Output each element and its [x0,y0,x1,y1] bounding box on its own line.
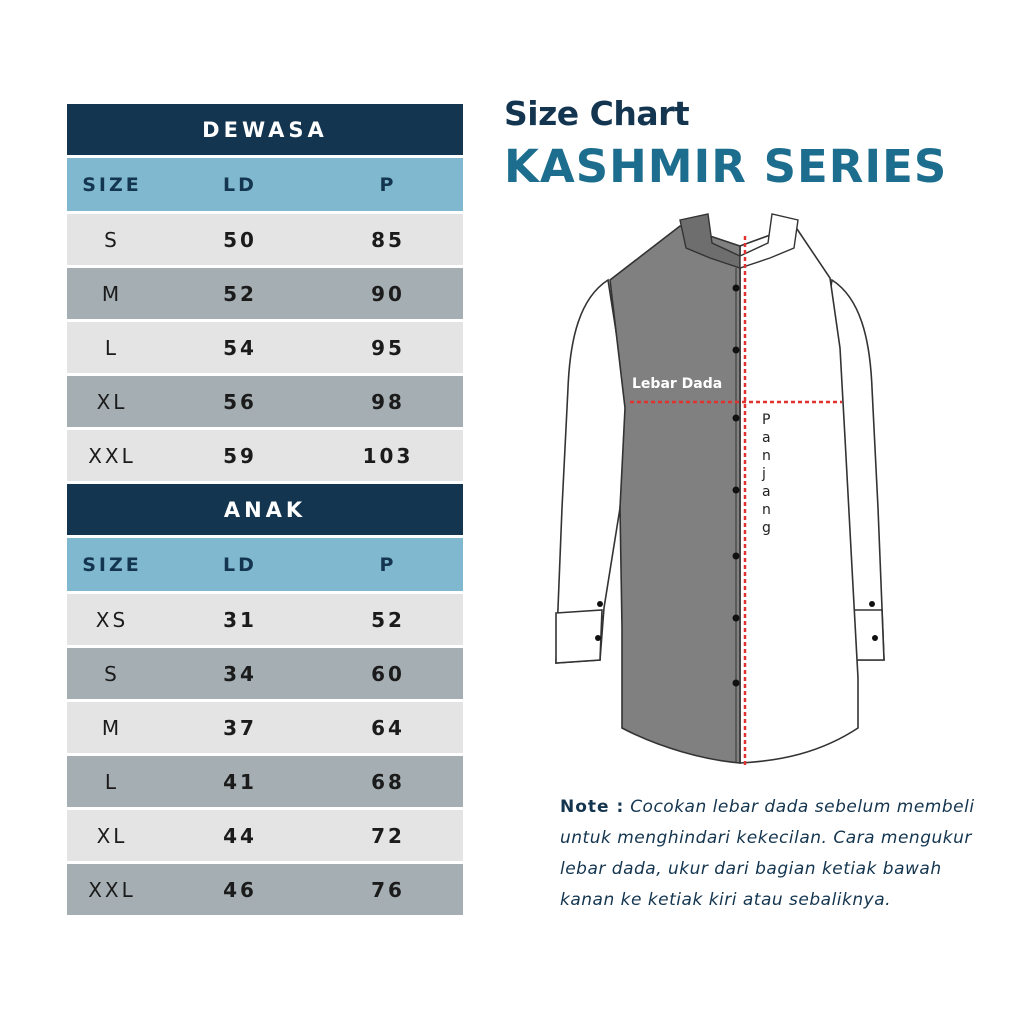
note-label: Note : [560,797,625,817]
ld-cell: 46 [223,877,257,902]
table-row [67,864,463,915]
left-cuff [556,610,602,663]
table-row [67,594,463,645]
ld-cell: 41 [223,769,257,794]
anak-header-row [67,538,463,591]
ld-cell: 34 [223,661,257,686]
ld-cell: 52 [223,281,257,306]
p-cell: 90 [371,281,405,306]
table-row [67,702,463,753]
table-row [67,430,463,481]
p-cell: 72 [371,823,405,848]
body-left-shaded [610,226,740,763]
shirt-diagram [540,208,900,778]
chest-label: Lebar Dada [632,376,723,392]
p-cell: 68 [371,769,405,794]
ld-cell: 59 [223,443,257,468]
ld-header: LD [223,553,257,576]
ld-header: LD [223,173,257,196]
table-row [67,810,463,861]
p-cell: 95 [371,335,405,360]
anak-title: ANAK [67,484,463,535]
p-cell: 60 [371,661,405,686]
series-title: KASHMIR SERIES [504,140,948,193]
ld-cell: 56 [223,389,257,414]
size-cell: XXL [88,443,136,468]
p-cell: 103 [362,443,414,468]
ld-cell: 50 [223,227,257,252]
size-header: SIZE [82,553,142,576]
note-block [560,792,980,916]
length-label: P a n j a n g [762,412,772,536]
size-cell: S [104,661,120,686]
table-row [67,322,463,373]
dewasa-title: DEWASA [67,104,463,155]
dewasa-header-row [67,158,463,211]
table-row [67,648,463,699]
table-row [67,756,463,807]
p-header: P [379,553,397,576]
size-tables [67,104,463,918]
table-row [67,268,463,319]
ld-cell: 37 [223,715,257,740]
table-row [67,376,463,427]
ld-cell: 54 [223,335,257,360]
size-cell: M [101,281,123,306]
size-cell: XL [96,389,128,414]
note-text: Cocokan lebar dada sebelum membeli untuk menghindari kekecilan. Cara mengukur lebar dada, ukur dari bagian ketiak bawah kanan ke ketiak kiri atau sebaliknya. [560,797,975,910]
size-header: SIZE [82,173,142,196]
p-cell: 64 [371,715,405,740]
ld-cell: 44 [223,823,257,848]
p-cell: 85 [371,227,405,252]
size-cell: XL [96,823,128,848]
size-cell: L [104,769,120,794]
p-cell: 98 [371,389,405,414]
p-header: P [379,173,397,196]
size-cell: M [101,715,123,740]
p-cell: 76 [371,877,405,902]
size-cell: XS [95,607,129,632]
size-cell: L [104,335,120,360]
size-cell: XXL [88,877,136,902]
size-cell: S [104,227,120,252]
table-row [67,214,463,265]
ld-cell: 31 [223,607,257,632]
size-chart-heading: Size Chart [504,94,690,133]
p-cell: 52 [371,607,405,632]
